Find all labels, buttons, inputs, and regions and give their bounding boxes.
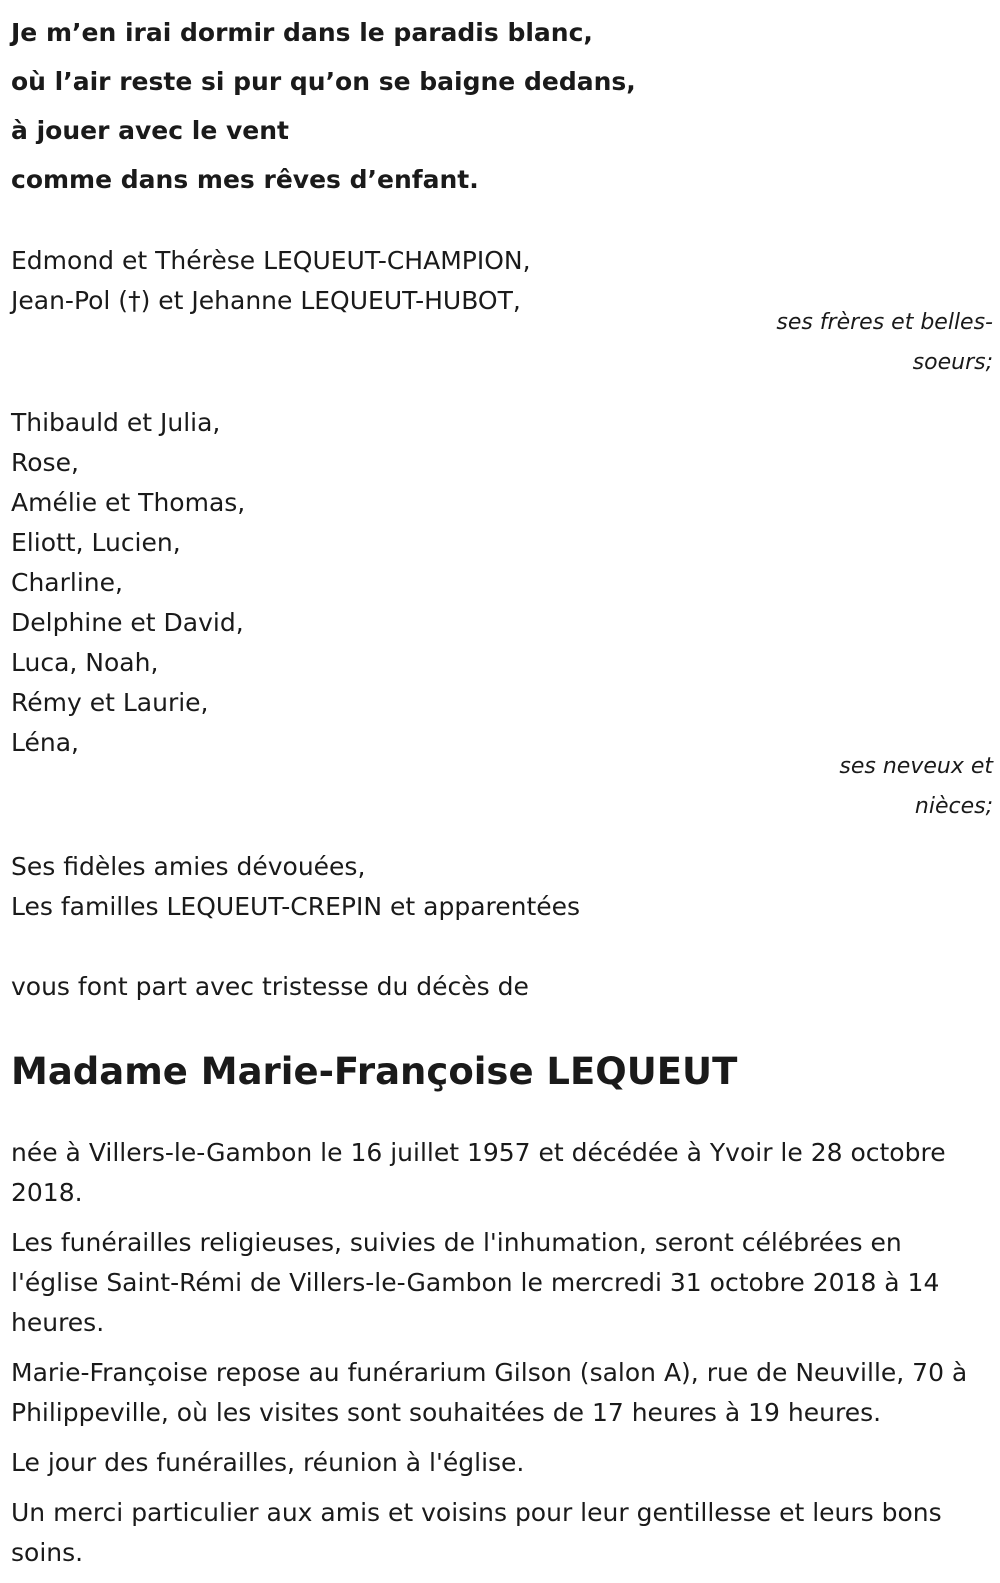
details	[11, 1133, 991, 1573]
family-line: Jean-Pol (†) et Jehanne LEQUEUT-HUBOT,	[11, 286, 521, 315]
family-line: Thibauld et Julia,	[11, 408, 221, 437]
others-group	[11, 847, 991, 927]
family-line: Rémy et Laurie,	[11, 688, 209, 717]
relation-label: ses frères et belles- soeurs;	[776, 310, 993, 375]
paragraph: Les funérailles religieuses, suivies de l'inhumation, seront célébrées en l'église Saint-Rémi de Villers-le-Gambon le mercredi 31 octobre 2018 à 14 heures.	[11, 1228, 940, 1337]
obituary-notice	[11, 0, 991, 1583]
family-line: Luca, Noah,	[11, 648, 159, 677]
family-line: Ses fidèles amies dévouées,	[11, 852, 366, 881]
family-line: Rose,	[11, 448, 79, 477]
paragraph: Marie-Françoise repose au funérarium Gilson (salon A), rue de Neuville, 70 à Philippeville, où les visites sont souhaitées de 17 heures à 19 heures.	[11, 1358, 968, 1427]
announcement: vous font part avec tristesse du décès de	[11, 972, 529, 1001]
family-line: Léna,	[11, 728, 79, 757]
paragraph: née à Villers-le-Gambon le 16 juillet 1957 et décédée à Yvoir le 28 octobre 2018.	[11, 1138, 946, 1207]
nephews-group	[11, 403, 991, 827]
relation-label: ses neveux et nièces;	[839, 754, 993, 819]
poem-line: où l’air reste si pur qu’on se baigne dedans,	[11, 67, 636, 96]
siblings-group	[11, 241, 991, 383]
paragraph: Un merci particulier aux amis et voisins pour leur gentillesse et leurs bons soins.	[11, 1498, 942, 1567]
family-line: Delphine et David,	[11, 608, 244, 637]
family-line: Eliott, Lucien,	[11, 528, 181, 557]
poem-line: à jouer avec le vent	[11, 116, 289, 145]
family-line: Charline,	[11, 568, 123, 597]
family-line: Amélie et Thomas,	[11, 488, 246, 517]
poem-line: Je m’en irai dormir dans le paradis blanc,	[11, 18, 593, 47]
family-line: Edmond et Thérèse LEQUEUT-CHAMPION,	[11, 246, 531, 275]
poem-line: comme dans mes rêves d’enfant.	[11, 165, 479, 194]
deceased-name: Madame Marie-Françoise LEQUEUT	[11, 1050, 738, 1093]
paragraph: Le jour des funérailles, réunion à l'église.	[11, 1448, 525, 1477]
family-line: Les familles LEQUEUT-CREPIN et apparentées	[11, 892, 581, 921]
poem	[11, 8, 991, 204]
